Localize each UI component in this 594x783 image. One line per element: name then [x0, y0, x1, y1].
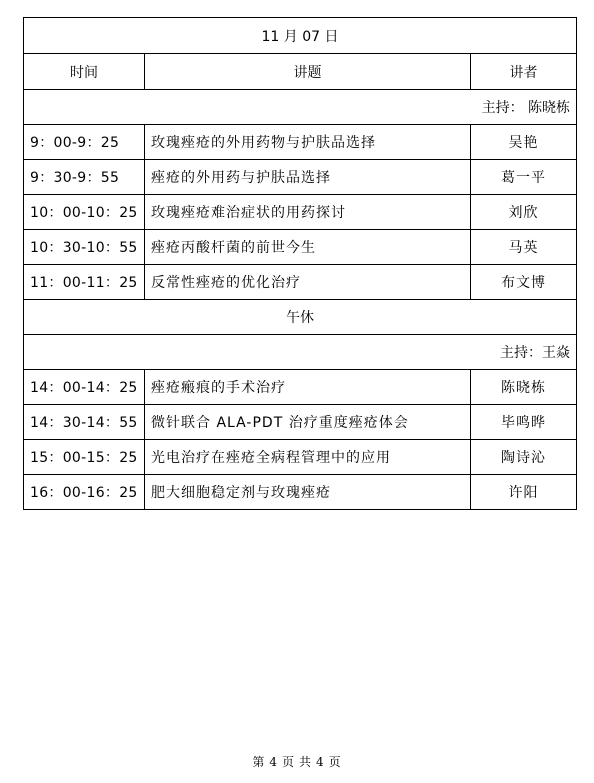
session-topic: 光电治疗在痤疮全病程管理中的应用 — [145, 440, 471, 475]
table-row — [24, 230, 577, 265]
table-row — [24, 195, 577, 230]
break-row — [24, 300, 577, 335]
session-speaker: 陶诗沁 — [471, 440, 577, 475]
session-speaker: 刘欣 — [471, 195, 577, 230]
footer-total-unit: 页 — [328, 755, 342, 769]
session-speaker: 吴艳 — [471, 125, 577, 160]
session-topic: 肥大细胞稳定剂与玫瑰痤疮 — [145, 475, 471, 510]
session-time: 15：00-15：25 — [24, 440, 145, 475]
table-row — [24, 265, 577, 300]
footer-page-number: 4 — [269, 755, 278, 769]
session-topic: 微针联合 ALA-PDT 治疗重度痤疮体会 — [145, 405, 471, 440]
time-header: 时间 — [24, 54, 145, 90]
session-topic: 痤疮瘢痕的手术治疗 — [145, 370, 471, 405]
date-row — [24, 18, 577, 54]
header-row — [24, 54, 577, 90]
session-speaker: 葛一平 — [471, 160, 577, 195]
break-cell: 午休 — [24, 300, 577, 335]
session-time: 9：30-9：55 — [24, 160, 145, 195]
host-row-morning — [24, 90, 577, 125]
date-cell: 11 月 07 日 — [24, 18, 577, 54]
table-row — [24, 160, 577, 195]
session-time: 16：00-16：25 — [24, 475, 145, 510]
footer-total-prefix: 共 — [299, 755, 313, 769]
footer-total-pages: 4 — [316, 755, 325, 769]
table-row — [24, 475, 577, 510]
session-topic: 痤疮的外用药与护肤品选择 — [145, 160, 471, 195]
session-speaker: 马英 — [471, 230, 577, 265]
topic-header: 讲题 — [145, 54, 471, 90]
session-topic: 玫瑰痤疮的外用药物与护肤品选择 — [145, 125, 471, 160]
session-topic: 痤疮丙酸杆菌的前世今生 — [145, 230, 471, 265]
host-cell: 主持：王焱 — [24, 335, 577, 370]
session-time: 10：30-10：55 — [24, 230, 145, 265]
footer-page-unit: 页 — [281, 755, 295, 769]
table-row — [24, 125, 577, 160]
session-speaker: 布文博 — [471, 265, 577, 300]
footer-prefix: 第 — [252, 755, 266, 769]
session-time: 11：00-11：25 — [24, 265, 145, 300]
session-time: 10：00-10：25 — [24, 195, 145, 230]
session-speaker: 许阳 — [471, 475, 577, 510]
session-time: 9：00-9：25 — [24, 125, 145, 160]
session-speaker: 毕鸣晔 — [471, 405, 577, 440]
session-time: 14：00-14：25 — [24, 370, 145, 405]
session-topic: 玫瑰痤疮难治症状的用药探讨 — [145, 195, 471, 230]
schedule-table — [23, 17, 577, 510]
host-row-afternoon — [24, 335, 577, 370]
session-speaker: 陈晓栋 — [471, 370, 577, 405]
session-topic: 反常性痤疮的优化治疗 — [145, 265, 471, 300]
session-time: 14：30-14：55 — [24, 405, 145, 440]
table-row — [24, 405, 577, 440]
host-cell: 主持： 陈晓栋 — [24, 90, 577, 125]
table-row — [24, 370, 577, 405]
page-footer — [0, 753, 594, 770]
table-row — [24, 440, 577, 475]
speaker-header: 讲者 — [471, 54, 577, 90]
